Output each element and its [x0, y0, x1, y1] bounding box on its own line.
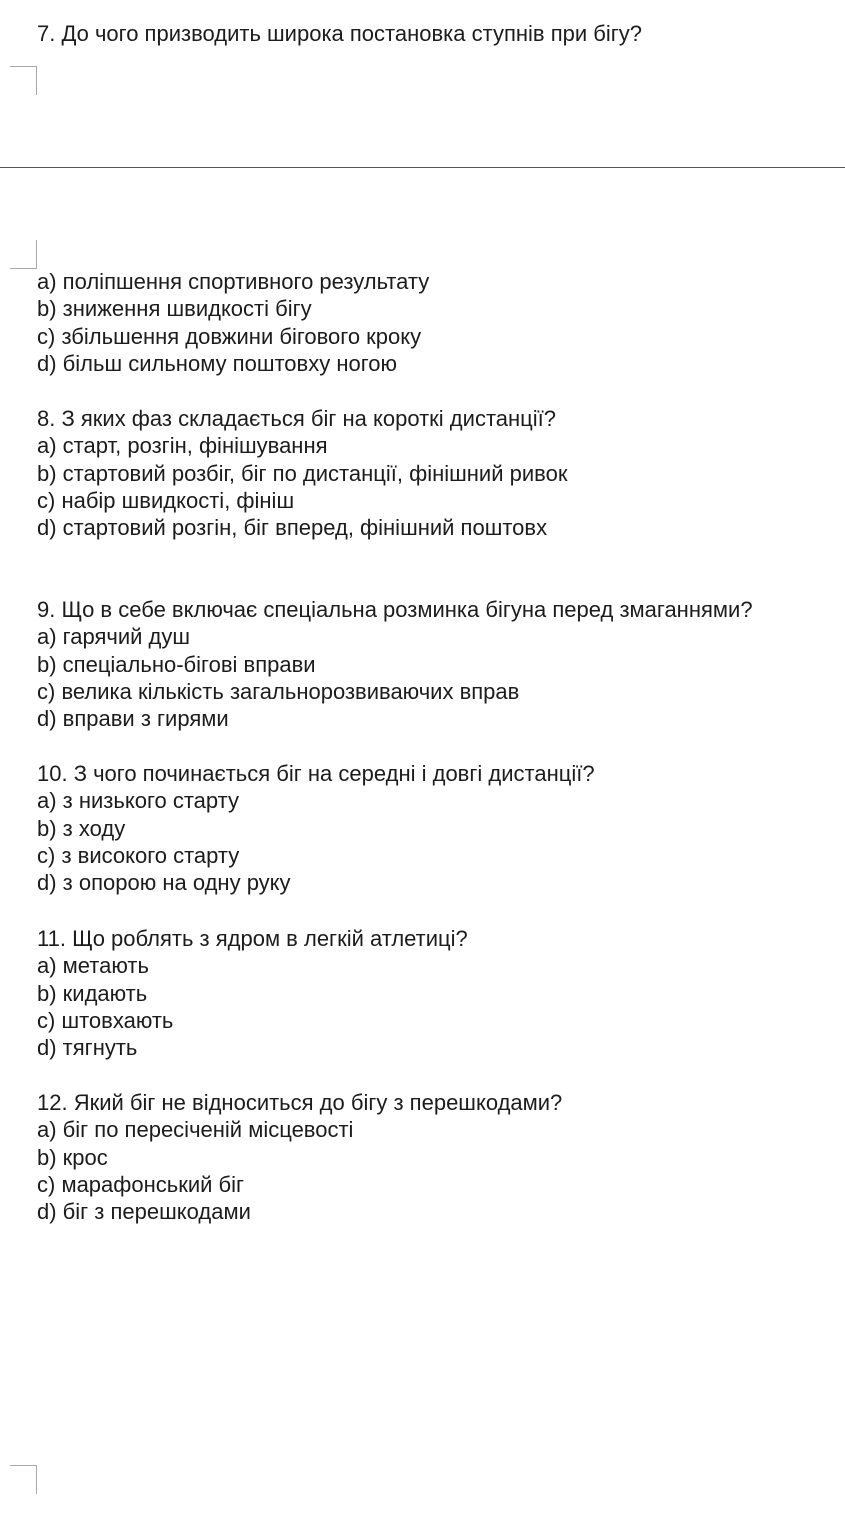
option-c: c) велика кількість загальнорозвиваючих вправ: [37, 678, 520, 704]
question-9: [37, 596, 753, 732]
question-10: [37, 760, 595, 896]
option-d: d) біг з перешкодами: [37, 1199, 251, 1225]
option-b: b) з ходу: [37, 815, 126, 841]
question-11: [37, 925, 468, 1061]
option-a: a) метають: [37, 953, 149, 979]
question-8-text: 8. З яких фаз складається біг на короткі дистанції?: [37, 406, 556, 431]
page-break-divider: [0, 167, 845, 168]
option-a: a) гарячий душ: [37, 624, 190, 650]
question-7-options: [37, 268, 429, 377]
option-c: c) з високого старту: [37, 842, 240, 868]
question-9-text: 9. Що в себе включає спеціальна розминка бігуна перед змаганнями?: [37, 597, 753, 622]
page-corner-mark: [10, 66, 37, 95]
option-d: d) стартовий розгін, біг вперед, фінішний поштовх: [37, 515, 548, 541]
page-corner-mark: [10, 1465, 37, 1494]
page-corner-mark: [10, 240, 37, 269]
question-10-text: 10. З чого починається біг на середні і довгі дистанції?: [37, 761, 595, 786]
question-8: [37, 405, 567, 541]
option-c: c) набір швидкості, фініш: [37, 487, 295, 513]
option-a: a) біг по пересіченій місцевості: [37, 1117, 354, 1143]
option-b: b) зниження швидкості бігу: [37, 296, 312, 322]
option-a: a) з низького старту: [37, 788, 239, 814]
question-12: [37, 1089, 562, 1225]
option-c: c) штовхають: [37, 1007, 174, 1033]
option-b: b) кидають: [37, 980, 148, 1006]
option-d: d) більш сильному поштовху ногою: [37, 350, 398, 376]
question-12-text: 12. Який біг не відноситься до бігу з перешкодами?: [37, 1090, 563, 1115]
option-b: b) крос: [37, 1144, 108, 1170]
option-d: d) тягнуть: [37, 1035, 138, 1061]
option-b: b) стартовий розбіг, біг по дистанції, фінішний ривок: [37, 460, 568, 486]
option-d: d) вправи з гирями: [37, 706, 229, 732]
question-7-text: 7. До чого призводить широка постановка ступнів при бігу?: [37, 21, 643, 46]
option-c: c) марафонський біг: [37, 1171, 245, 1197]
option-d: d) з опорою на одну руку: [37, 870, 291, 896]
option-a: a) старт, розгін, фінішування: [37, 433, 328, 459]
option-a: a) поліпшення спортивного результату: [37, 269, 430, 294]
option-b: b) спеціально-бігові вправи: [37, 651, 316, 677]
question-11-text: 11. Що роблять з ядром в легкій атлетиці?: [37, 926, 468, 951]
option-c: c) збільшення довжини бігового кроку: [37, 323, 422, 349]
